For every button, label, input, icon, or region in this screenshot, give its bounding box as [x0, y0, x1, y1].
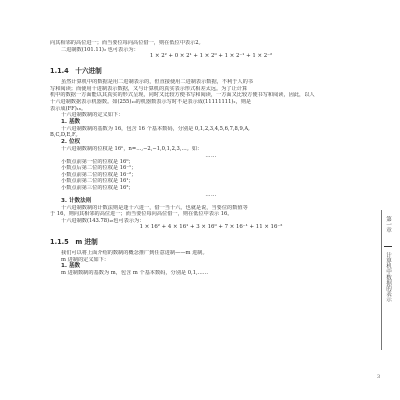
paragraph-line: 十六进制数制的基数为 16，包含 16 个基本数码，分别是 0,1,2,3,4,5,6,7,8,9,A,	[61, 125, 250, 132]
side-divider	[384, 246, 392, 247]
chapter-title: 计算机中数据的表示	[385, 252, 391, 303]
paragraph-line: 表示成(FF)₁₆。	[50, 105, 87, 112]
ellipsis: ……	[205, 191, 217, 198]
paragraph-line: 十六进制数制的位权是 16ⁿ，n=…,−2,−1,0,1,2,3,…。如：	[61, 145, 203, 152]
paragraph-line: 虽然计算机中的数据是用二进制表示的，但直接使用二进制表示数据，不利于人的书	[61, 79, 253, 86]
paragraph-line: 写和阅读；而使用十进制表示数据，又与计算机的真实表示形式相差太远。为了让计算	[50, 85, 248, 92]
paragraph-line: m 进制数制的基数为 m，包含 m 个基本数码，分别是 0,1,……	[61, 270, 209, 277]
paragraph-line: 十六进制数制的定义如下：	[61, 112, 124, 119]
paragraph-line: 二进制数(101.11)₂ 也可表示为：	[61, 46, 139, 53]
formula-hex: 1 × 16² + 4 × 16¹ + 3 × 16⁰ + 7 × 16⁻¹ + 11 × 16⁻²	[139, 224, 283, 231]
paragraph-line: 十六进制数(143.78)₁₆也可表示为：	[61, 217, 145, 224]
weight-line: 小数点后第二位的位权是 16⁻¹；	[61, 165, 137, 172]
subheading-counting-rule: 3. 计数法则	[61, 197, 92, 204]
weight-line: 小数点前第一位的位权是 16⁰；	[61, 158, 134, 165]
paragraph-line: 于 16，则向其相邻的高位进一；而当要位每向高位借一，则在低位中表示 16。	[50, 211, 233, 218]
weight-line: 小数点前第三位的位权是 16²；	[61, 184, 134, 191]
weight-line: 小数点前第二位的位权是 16⁻²；	[61, 171, 137, 178]
section-heading-1-1-4: 1.1.4 十六进制	[50, 67, 102, 76]
page-number: 3	[377, 374, 381, 380]
section-heading-1-1-5: 1.1.5 m 进制	[50, 238, 98, 247]
paragraph-line: 我们可以将上面介绍的数制的概念推广到任意进制——m 进制。	[61, 250, 208, 257]
paragraph-line: m 进制的定义如下：	[61, 256, 110, 263]
subheading-weight: 2. 位权	[61, 138, 81, 145]
paragraph-line: B,C,D,E,F。	[50, 132, 81, 139]
ellipsis: ……	[205, 152, 217, 159]
subheading-base-m: 1. 基数	[61, 263, 81, 270]
paragraph-line: 十六进制数据表示机器数。如(255)₁₀的机器数表示写时不是表示成(11111111)₂，则是	[50, 98, 252, 105]
paragraph-line: 向其相邻的高位进一；而当要位每向高位借一，则在低位中表示2。	[50, 40, 204, 46]
side-rule	[381, 210, 382, 350]
subheading-base: 1. 基数	[61, 118, 81, 125]
formula-binary: 1 × 2² + 0 × 2¹ + 1 × 2⁰ + 1 × 2⁻¹ + 1 × 2⁻²	[149, 53, 273, 60]
text-column	[50, 40, 372, 277]
paragraph-line: 十六进制数制的计数法则是逢十六进一，借一当十六。也就是说，当要位的数值等	[61, 204, 248, 211]
paragraph-line: 机中的数据一方面能以其真实的形式呈现，同时又比较方便书写和阅读，一方面又比较方便书写和阅读，因此，以人	[50, 92, 315, 99]
chapter-side-tab	[380, 210, 394, 350]
chapter-label: 第一章	[385, 216, 391, 233]
weight-line: 小数点前第二位的位权是 16¹；	[61, 178, 134, 185]
